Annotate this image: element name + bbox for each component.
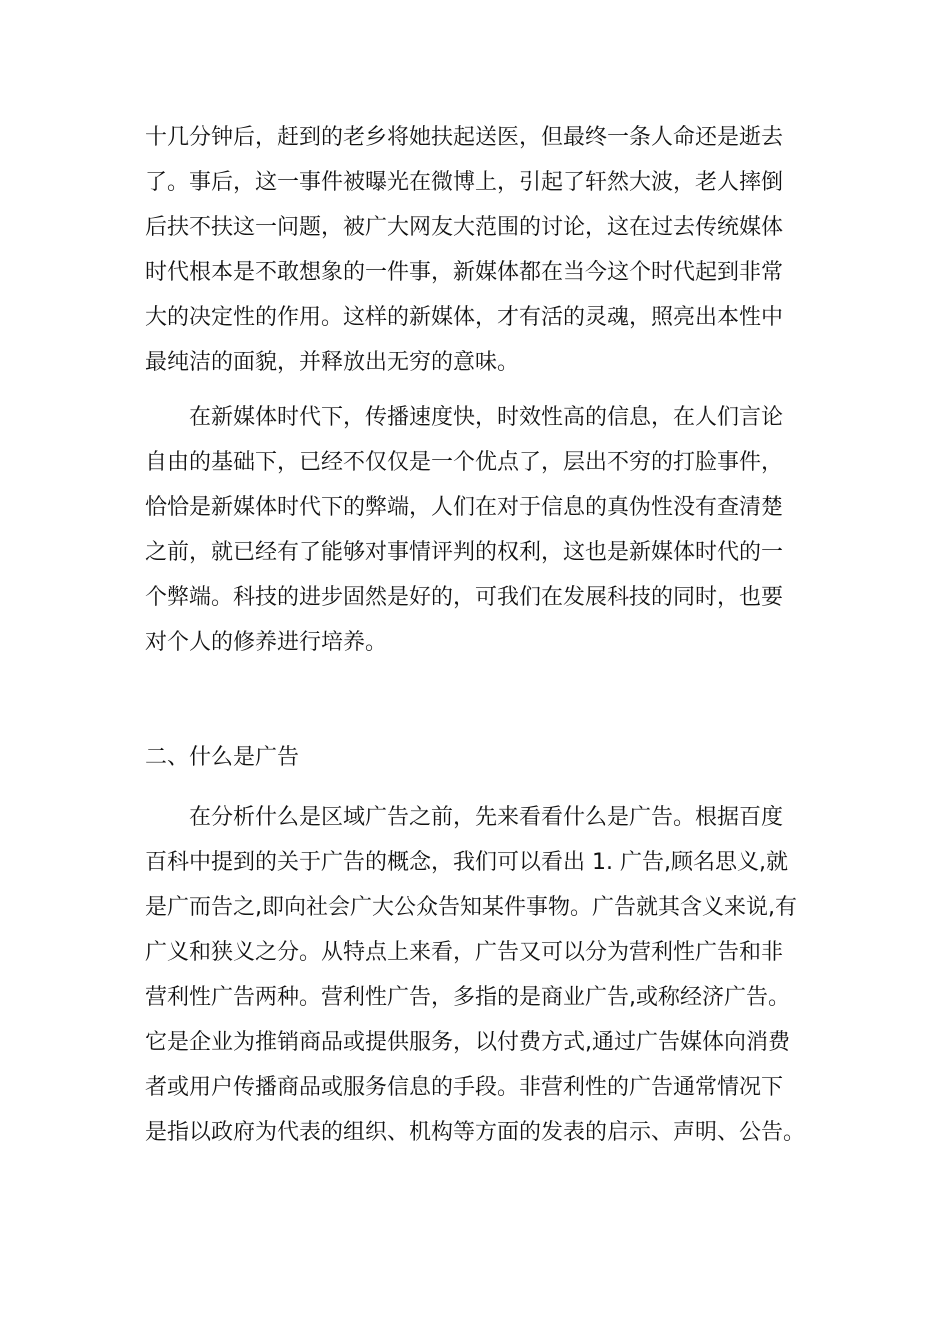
paragraph-line: 对个人的修养进行培养。 (145, 630, 388, 655)
paragraph-line: 广义和狭义之分。从特点上来看，广告又可以分为营利性广告和非 (145, 940, 784, 965)
paragraph-line: 了。事后，这一事件被曝光在微博上，引起了轩然大波，老人摔倒 (145, 170, 784, 195)
paragraph-line: 后扶不扶这一问题，被广大网友大范围的讨论，这在过去传统媒体 (145, 215, 784, 240)
paragraph-line: 是广而告之,即向社会广大公众告知某件事物。广告就其含义来说,有 (145, 895, 797, 920)
paragraph-line: 十几分钟后，赶到的老乡将她扶起送医，但最终一条人命还是逝去 (145, 125, 784, 150)
paragraph-line: 最纯洁的面貌，并释放出无穷的意味。 (145, 350, 520, 375)
paragraph-line: 百科中提到的关于广告的概念，我们可以看出 1. 广告,顾名思义,就 (145, 850, 788, 875)
paragraph-line: 自由的基础下，已经不仅仅是一个优点了，层出不穷的打脸事件， (145, 450, 784, 475)
paragraph-line: 恰恰是新媒体时代下的弊端，人们在对于信息的真伪性没有查清楚 (145, 495, 784, 520)
paragraph-line: 在分析什么是区域广告之前，先来看看什么是广告。根据百度 (189, 805, 784, 830)
paragraph-line: 之前，就已经有了能够对事情评判的权利，这也是新媒体时代的一 (145, 540, 784, 565)
paragraph-line: 在新媒体时代下，传播速度快，时效性高的信息，在人们言论 (189, 405, 784, 430)
paragraph-line: 时代根本是不敢想象的一件事，新媒体都在当今这个时代起到非常 (145, 260, 784, 285)
paragraph-line: 它是企业为推销商品或提供服务，以付费方式,通过广告媒体向消费 (145, 1030, 790, 1055)
paragraph-line: 是指以政府为代表的组织、机构等方面的发表的启示、声明、公告。 (145, 1120, 806, 1145)
paragraph-line: 营利性广告两种。营利性广告，多指的是商业广告,或称经济广告。 (145, 985, 790, 1010)
section-heading: 二、什么是广告 (145, 745, 300, 770)
paragraph-line: 个弊端。科技的进步固然是好的，可我们在发展科技的同时，也要 (145, 585, 784, 610)
paragraph-line: 大的决定性的作用。这样的新媒体，才有活的灵魂，照亮出本性中 (145, 305, 784, 330)
paragraph-line: 者或用户传播商品或服务信息的手段。非营利性的广告通常情况下 (145, 1075, 784, 1100)
